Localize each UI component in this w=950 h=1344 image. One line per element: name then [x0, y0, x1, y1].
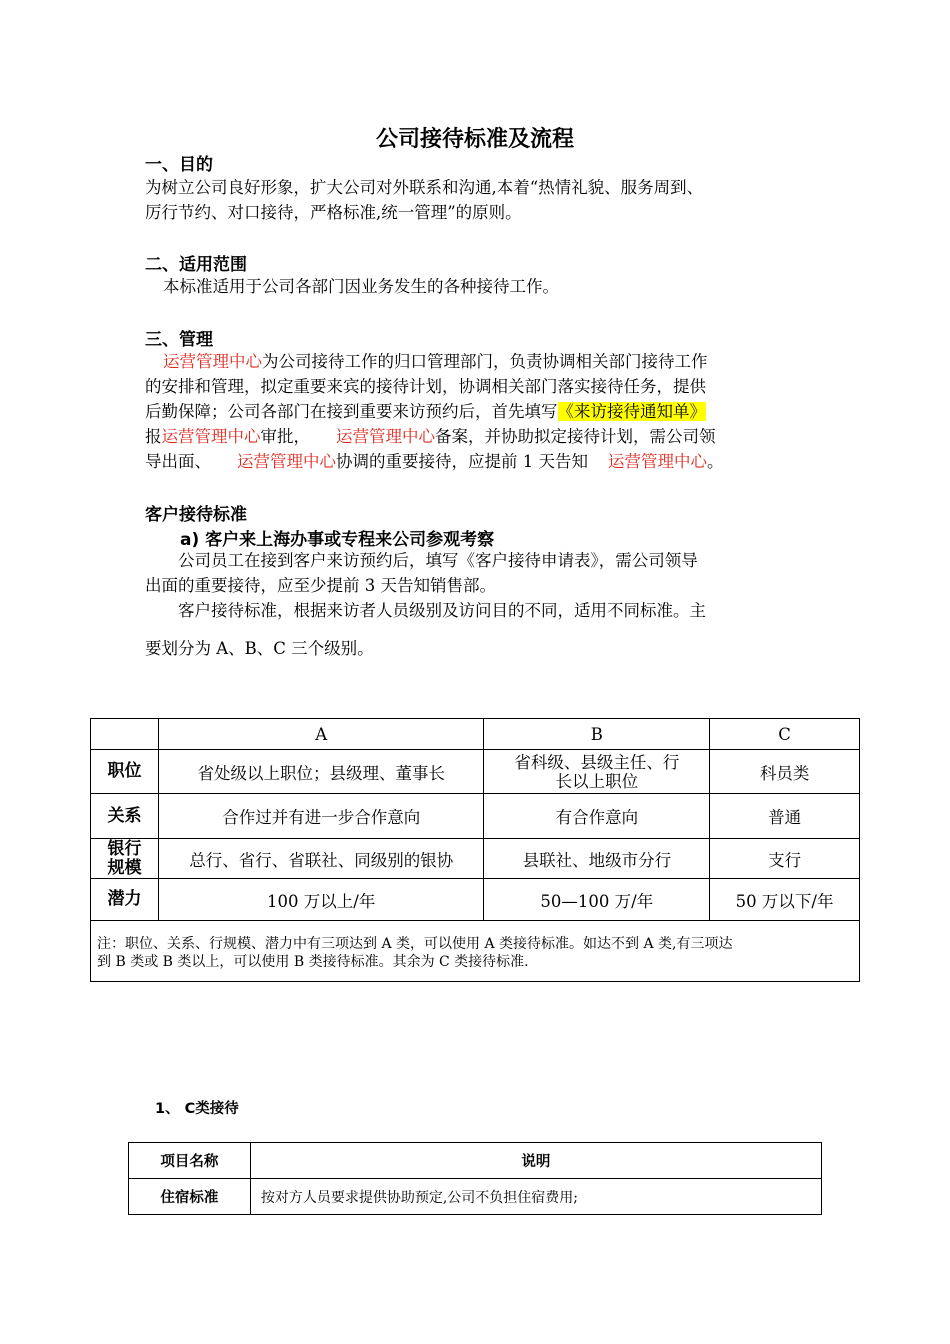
- col-header-b: B: [484, 719, 710, 750]
- ops-center-ref: 运营管理中心: [161, 427, 261, 446]
- page-title: 公司接待标准及流程: [375, 127, 574, 152]
- col-header-a: A: [158, 719, 484, 750]
- section-purpose-text: 为树立公司良好形象，扩大公司对外联系和沟通,本着“热情礼貌、服务周到、 厉行节约、对口接待，严格标准,统一管理”的原则。: [145, 178, 704, 222]
- table-note-row: [91, 921, 860, 982]
- table-header-row: [91, 719, 860, 750]
- section-reception-text: 公司员工在接到客户来访预约后，填写《客户接待申请表》，需公司领导 出面的重要接待，应至少提前 3 天告知销售部。 客户接待标准，根据来访者人员级别及访问目的不同，适用不同标准。主 要划分为 A、B、C 三个级别。: [145, 551, 706, 658]
- table-row: 银行 规模 总行、省行、省联社、同级别的银协 县联社、地级市分行 支行: [91, 839, 860, 879]
- table-header-row: [129, 1143, 822, 1179]
- section-management-heading: 三、管理: [145, 330, 213, 350]
- c-class-table: [128, 1142, 822, 1215]
- row-label: 银行 规模: [91, 839, 159, 879]
- row-label: 职位: [91, 750, 159, 794]
- table-row: 关系 合作过并有进一步合作意向 有合作意向 普通: [91, 794, 860, 839]
- reception-level-table: [90, 718, 860, 982]
- row-label: 关系: [91, 794, 159, 839]
- col-header-item: 项目名称: [129, 1143, 251, 1179]
- ops-center-ref: 运营管理中心: [336, 427, 435, 446]
- section-scope-text: 本标准适用于公司各部门因业务发生的各种接待工作。: [163, 277, 559, 296]
- c-class-heading: 1、 C类接待: [155, 1101, 239, 1117]
- section-reception-subheading: a) 客户来上海办事或专程来公司参观考察: [180, 530, 495, 550]
- section-management-text: 运营管理中心为公司接待工作的归口管理部门，负责协调相关部门接待工作 的安排和管理，拟定重要来宾的接待计划，协调相关部门落实接待任务，提供 后勤保障；公司各部门在接到重要来访预约后，首先填写《来访接待通知单》 报运营管理中心审批， 运营管理中心备案，并协助拟定接待计划，需公司领 导出面、 运营管理中心协调的重要接待，应提前 1 天告知 运营管理中心。: [145, 352, 724, 471]
- section-purpose-heading: 一、目的: [145, 155, 213, 175]
- table-row: 潜力 100 万以上/年 50—100 万/年 50 万以下/年: [91, 879, 860, 921]
- ops-center-ref: 运营管理中心: [163, 352, 262, 371]
- col-header-desc: 说明: [250, 1143, 821, 1179]
- row-label: 潜力: [91, 879, 159, 921]
- visit-notice-form-highlight: 《来访接待通知单》: [557, 402, 706, 421]
- ops-center-ref: 运营管理中心: [237, 452, 336, 471]
- table-row: 职位 省处级以上职位；县级理、董事长 省科级、县级主任、行 长以上职位 科员类: [91, 750, 860, 794]
- table-row: 住宿标准 按对方人员要求提供协助预定,公司不负担住宿费用;: [129, 1179, 822, 1215]
- row-label: 住宿标准: [129, 1179, 251, 1215]
- ops-center-ref: 运营管理中心: [608, 452, 707, 471]
- section-reception-heading: 客户接待标准: [145, 505, 247, 525]
- col-header-c: C: [710, 719, 860, 750]
- section-scope-heading: 二、适用范围: [145, 255, 247, 275]
- table-note: 注：职位、关系、行规模、潜力中有三项达到 A 类，可以使用 A 类接待标准。如达不到 A 类,有三项达 到 B 类或 B 类以上，可以使用 B 类接待标准。其余为 C 类接待标准.: [91, 921, 860, 982]
